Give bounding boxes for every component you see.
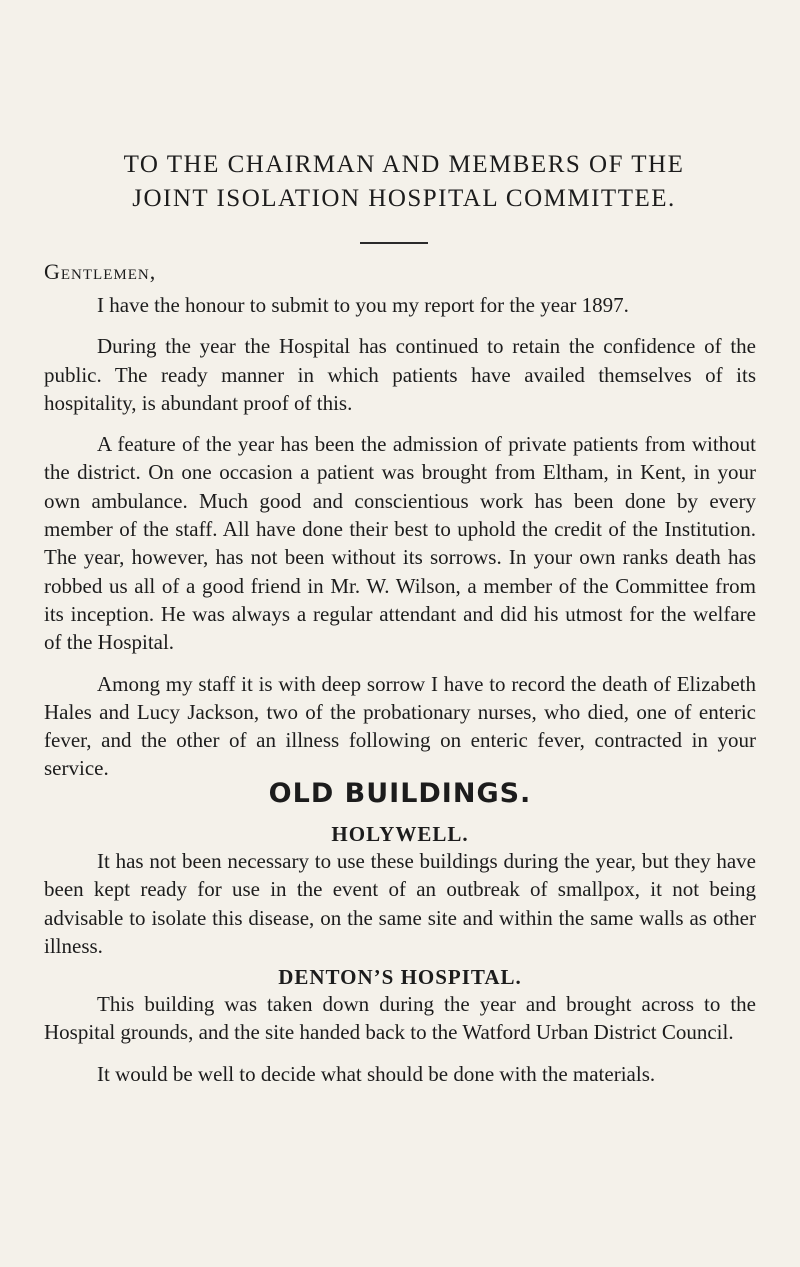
salutation: Gentlemen, bbox=[44, 259, 157, 284]
paragraph-staff-deaths: Among my staff it is with deep sorrow I have to record the death of Elizabeth Hales and Lucy Jackson, two of the probationary nurses, who died, one of enteric fever, and the other of an illness following on enteric fever, contracted in your service. bbox=[44, 671, 756, 781]
paragraph-report-year: I have the honour to submit to you my report for the year 1897. bbox=[97, 293, 629, 317]
paragraph-building-taken-down: This building was taken down during the year and brought across to the Hospital grounds, and the site handed back to the Watford Urban District Council. bbox=[44, 992, 756, 1045]
paragraph-feature-of-year: A feature of the year has been the admission of private patients from without the district. On one occasion a patient was brought from Eltham, in Kent, in your own ambulance. Much good and conscientious work has been done by every member of the staff. All have done their best to uphold the credit of the Institution. The year, however, has not been without its sorrows. In your own ranks death has robbed us all of a good friend in Mr. W. Wilson, a member of the Committee from its inception. He was always a regular attendant and did his utmost for the welfare of the Hospital. bbox=[44, 432, 756, 655]
section-title-old-buildings: OLD BUILDINGS. bbox=[268, 778, 532, 809]
paragraph-holywell: It has not been necessary to use these buildings during the year, but they have been kept ready for use in the event of an outbreak of smallpox, it not being advisable to isolate this disease, on the same site and within the same walls as other illness. bbox=[44, 849, 756, 958]
paragraph-materials: It would be well to decide what should be done with the materials. bbox=[97, 1061, 656, 1086]
intro-section bbox=[44, 291, 756, 783]
report-heading bbox=[72, 148, 736, 216]
dentons-section bbox=[44, 990, 756, 1088]
heading-line-1: TO THE CHAIRMAN AND MEMBERS OF THE bbox=[123, 151, 685, 178]
subsection-title-dentons-hospital: DENTON’S HOSPITAL. bbox=[278, 965, 522, 989]
paragraph-confidence: During the year the Hospital has continued to retain the confidence of the public. The ready manner in which patients have availed themselves of its hospitality, is abundant proof of this. bbox=[44, 334, 756, 415]
divider-rule bbox=[360, 242, 428, 244]
heading-line-2: JOINT ISOLATION HOSPITAL COMMITTEE. bbox=[132, 185, 676, 212]
subsection-title-holywell: HOLYWELL. bbox=[331, 822, 469, 846]
holywell-section bbox=[44, 847, 756, 960]
